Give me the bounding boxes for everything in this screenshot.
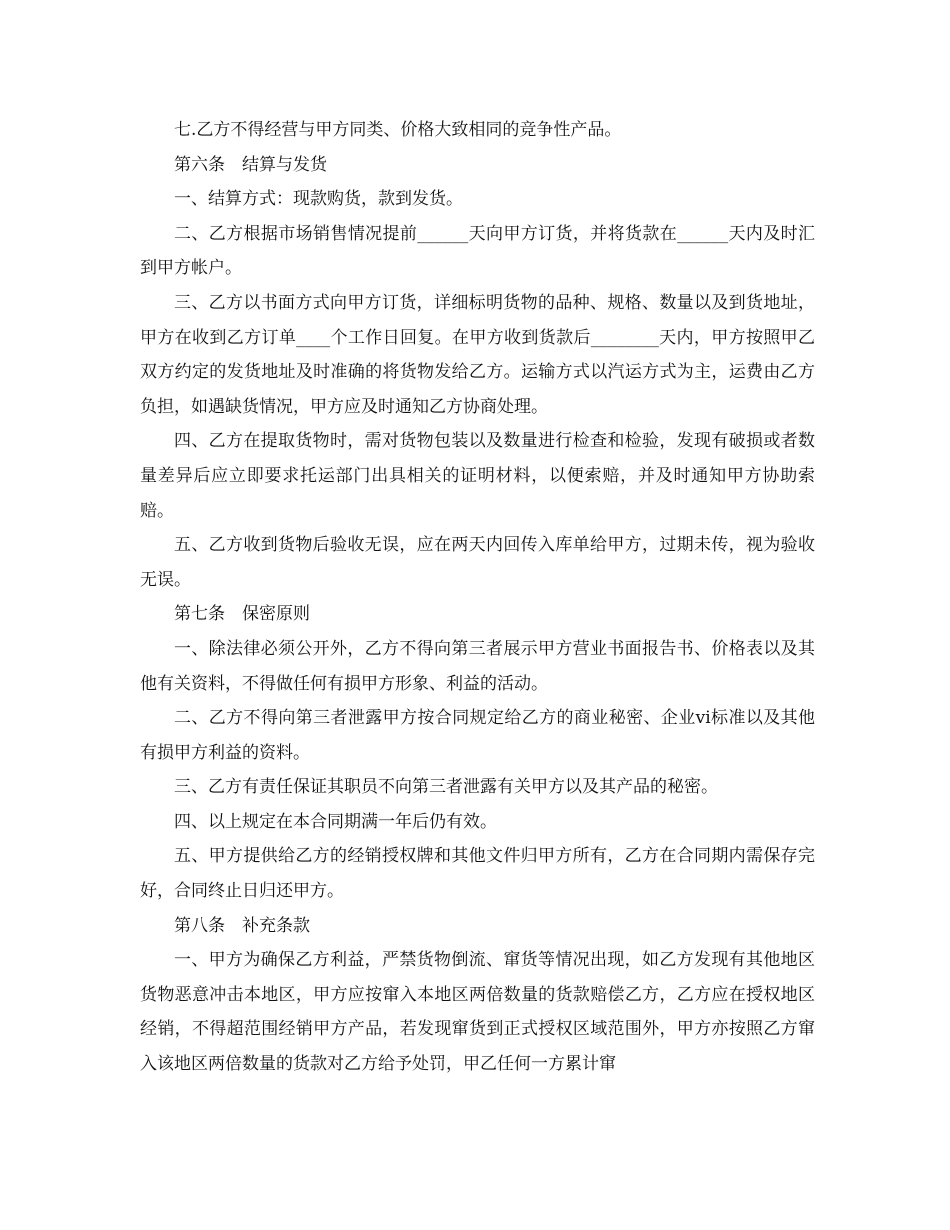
article-8-clause-1: 一、甲方为确保乙方利益，严禁货物倒流、窜货等情况出现，如乙方发现有其他地区货物恶意冲击本地区，甲方应按窜入本地区两倍数量的货款赔偿乙方，乙方应在授权地区经销，不得超范围经销甲方产品，若发现窜货到正式授权区域范围外，甲方亦按照乙方窜入该地区两倍数量的货款对乙方给予处罚，甲乙任何一方累计窜 <box>140 950 815 1075</box>
article-7-heading: 第七条 保密原则 <box>174 604 310 625</box>
article-7-clause-4: 四、以上规定在本合同期满一年后仍有效。 <box>174 811 497 832</box>
article-6-clause-5: 五、乙方收到货物后验收无误，应在两天内回传入库单给甲方，过期未传，视为验收无误。 <box>140 535 815 590</box>
article-6-clause-1: 一、结算方式：现款购货，款到发货。 <box>174 189 463 210</box>
article-6-clause-4: 四、乙方在提取货物时，需对货物包装以及数量进行检查和检验，发现有破损或者数量差异后应立即要求托运部门出具相关的证明材料，以便索赔，并及时通知甲方协助索赔。 <box>140 431 815 521</box>
article-7-clause-3: 三、乙方有责任保证其职员不向第三者泄露有关甲方以及其产品的秘密。 <box>174 777 718 798</box>
article-7-clause-2: 二、乙方不得向第三者泄露甲方按合同规定给乙方的商业秘密、企业vi标准以及其他有损甲方利益的资料。 <box>140 708 815 763</box>
clause-7-no-competing-products: 七.乙方不得经营与甲方同类、价格大致相同的竞争性产品。 <box>174 120 622 140</box>
article-7-clause-5: 五、甲方提供给乙方的经销授权牌和其他文件归甲方所有，乙方在合同期内需保存完好，合同终止日归还甲方。 <box>140 846 815 902</box>
document-page <box>140 113 815 1082</box>
article-6-heading: 第六条 结算与发货 <box>174 154 327 175</box>
article-6-clause-3: 三、乙方以书面方式向甲方订货，详细标明货物的品种、规格、数量以及到货地址，甲方在收到乙方订单____个工作日回复。在甲方收到货款后________天内，甲方按照甲乙双方约定的发货地址及时准确的将货物发给乙方。运输方式以汽运方式为主，运费由乙方负担，如遇缺货情况，甲方应及时通知乙方协商处理。 <box>140 292 815 417</box>
article-6-clause-2: 二、乙方根据市场销售情况提前______天向甲方订货，并将货款在______天内及时汇到甲方帐户。 <box>140 223 815 279</box>
article-8-heading: 第八条 补充条款 <box>174 915 310 936</box>
article-7-clause-1: 一、除法律必须公开外，乙方不得向第三者展示甲方营业书面报告书、价格表以及其他有关资料，不得做任何有损甲方形象、利益的活动。 <box>140 638 815 694</box>
